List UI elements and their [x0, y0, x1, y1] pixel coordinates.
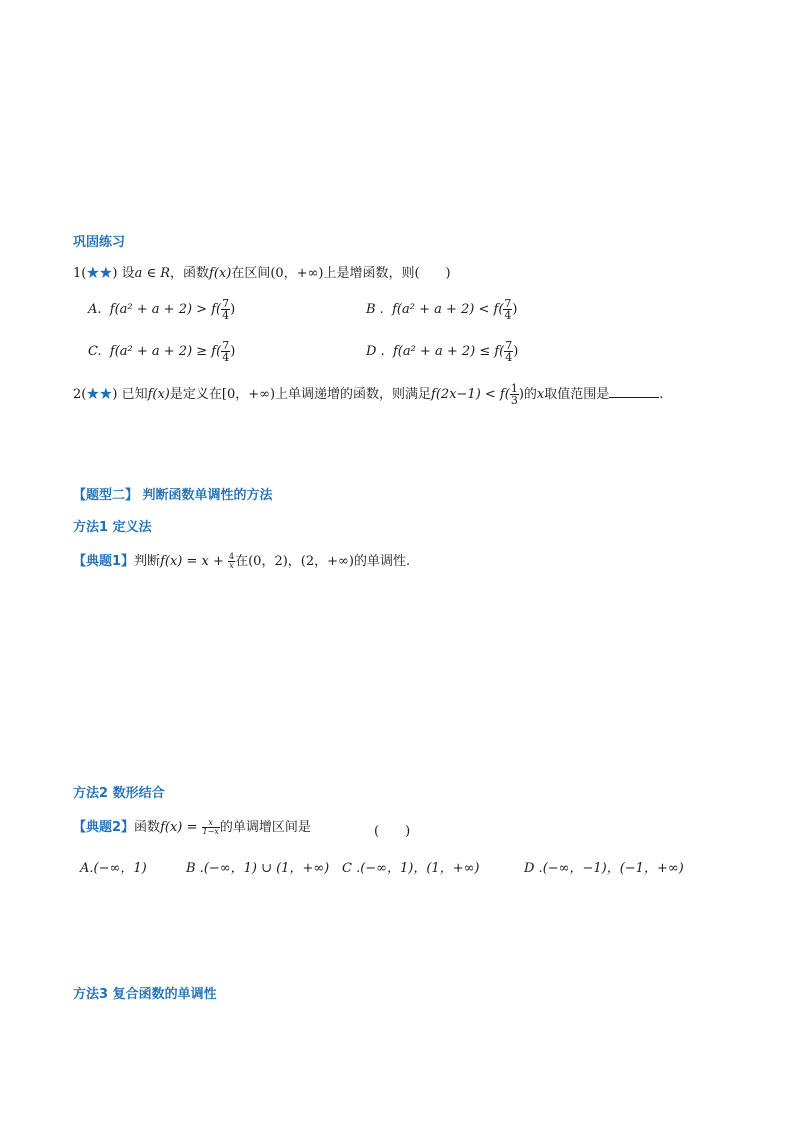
practice-title: 巩固练习	[73, 235, 126, 250]
answer-blank[interactable]	[609, 385, 659, 398]
fraction: $\frac{7}{4}$	[504, 297, 512, 322]
fraction: $\frac{1}{3}$	[510, 382, 518, 407]
difficulty-stars-icon: ★★	[86, 266, 113, 281]
close-paren: )	[230, 344, 236, 359]
q1-math-a: a ∈ R	[134, 266, 171, 281]
q2-close-paren: )	[518, 387, 524, 402]
option-label: B .	[366, 302, 384, 317]
example-1-tag: 【典题1】	[73, 554, 135, 569]
example-2-answer-paren[interactable]: ( )	[374, 824, 411, 839]
q2-period: .	[659, 387, 664, 402]
q1-option-d[interactable]	[366, 340, 518, 363]
method1-title: 方法1 定义法	[73, 520, 152, 535]
q1-math-interval: (0，+∞)	[270, 266, 324, 281]
question-1-stem	[73, 262, 451, 281]
q1-text-g: 上是增函数，则( )	[323, 266, 451, 281]
q2-text-j: 取值范围是	[544, 387, 610, 402]
type2-title: 【题型二】 判断函数单调性的方法	[73, 488, 273, 503]
example-1	[73, 550, 410, 570]
option-expr: f(a² + a + 2) ≥ f(	[109, 344, 222, 359]
method2-title: 方法2 数形结合	[73, 786, 165, 801]
q2-math-x: x	[536, 387, 545, 402]
close-paren: )	[513, 344, 519, 359]
fraction: $\frac{4}{x}$	[229, 552, 235, 570]
option-label: A.	[88, 302, 102, 317]
q1-text-e: 在区间	[231, 266, 271, 281]
q1-option-a[interactable]	[88, 298, 235, 321]
q2-number: 2(	[73, 387, 87, 402]
q2-math-fx: f(x)	[147, 387, 170, 402]
fraction: $\frac{7}{4}$	[222, 297, 230, 322]
ex2-option-c[interactable]: C .(−∞，1)，(1，+∞)	[342, 861, 480, 876]
fraction: $\frac{7}{4}$	[222, 339, 230, 364]
q1-option-c[interactable]	[88, 340, 235, 363]
close-paren: )	[512, 302, 518, 317]
q1-text-c: ，函数	[170, 266, 210, 281]
q2-text-e: 上单调递增的函数，则满足	[275, 387, 432, 402]
q2-text-a: ) 已知	[112, 387, 148, 402]
ex1-text-a: 判断	[134, 554, 161, 569]
fraction: $\frac{x}{1-x}$	[202, 818, 219, 836]
ex2-text-b: 的单调增区间是	[219, 820, 311, 835]
q2-math-interval: [0，+∞)	[221, 387, 276, 402]
option-label: D .	[366, 344, 385, 359]
ex2-math-fx: f(x) =	[160, 820, 202, 835]
ex1-math-intervals: (0，2)，(2，+∞)	[248, 554, 354, 569]
q1-number: 1(	[73, 266, 87, 281]
option-expr: f(a² + a + 2) < f(	[392, 302, 504, 317]
q1-option-b[interactable]	[366, 298, 517, 321]
q2-math-ineq: f(2x−1) < f(	[431, 387, 510, 402]
example-2-tag: 【典题2】	[73, 820, 135, 835]
q1-math-fx: f(x)	[209, 266, 232, 281]
ex2-text-a: 函数	[134, 820, 161, 835]
q2-text-c: 是定义在	[169, 387, 222, 402]
method3-title: 方法3 复合函数的单调性	[73, 987, 217, 1002]
example-2	[73, 816, 311, 836]
difficulty-stars-icon: ★★	[86, 387, 113, 402]
option-expr: f(a² + a + 2) > f(	[109, 302, 222, 317]
ex2-option-d[interactable]: D .(−∞，−1)，(−1，+∞)	[524, 861, 684, 876]
ex1-text-b: 在	[235, 554, 249, 569]
ex1-math-fx: f(x) = x +	[160, 554, 228, 569]
option-label: C.	[88, 344, 102, 359]
option-expr: f(a² + a + 2) ≤ f(	[392, 344, 505, 359]
close-paren: )	[230, 302, 236, 317]
ex1-text-c: 的单调性.	[353, 554, 411, 569]
ex2-option-b[interactable]: B .(−∞，1) ∪ (1，+∞)	[186, 861, 330, 876]
fraction: $\frac{7}{4}$	[505, 339, 513, 364]
q1-text-a: ) 设	[112, 266, 135, 281]
question-2-stem	[73, 383, 663, 406]
ex2-option-a[interactable]: A.(−∞，1)	[80, 861, 147, 876]
q2-text-h: 的	[523, 387, 537, 402]
